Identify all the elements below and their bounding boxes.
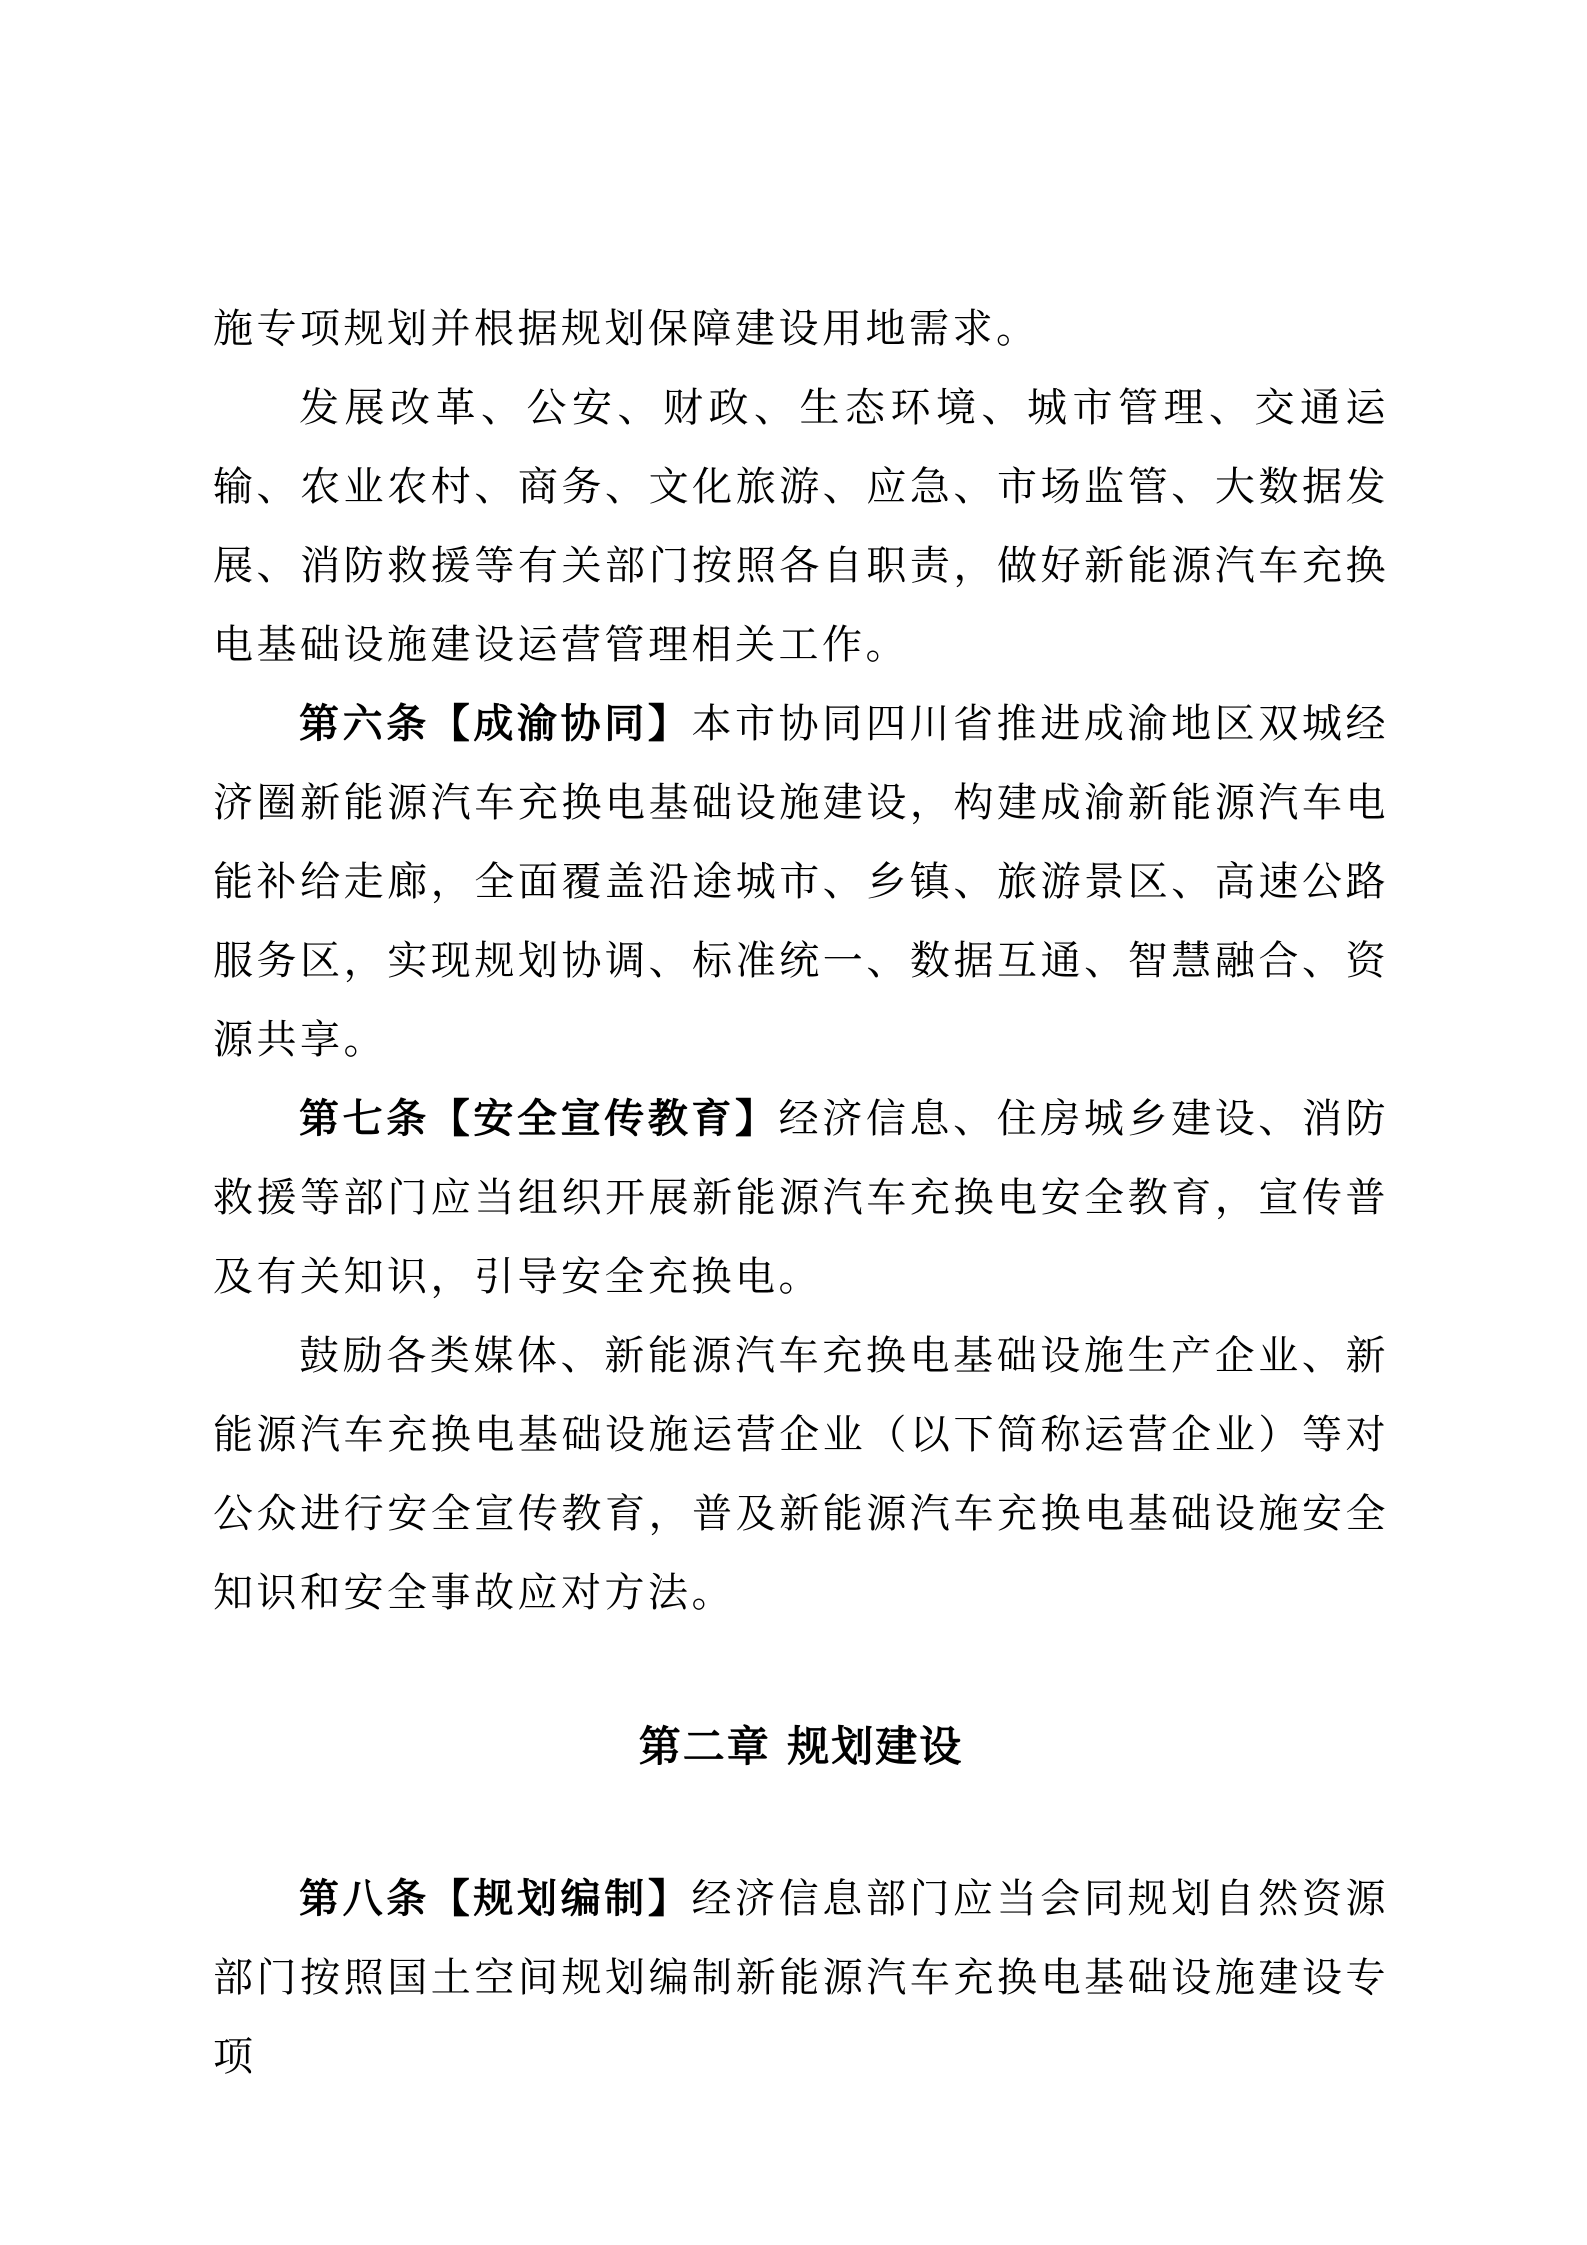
document-body xyxy=(213,290,1389,2097)
article-8-heading: 第八条【规划编制】 xyxy=(299,1876,692,1922)
paragraph-continued-text xyxy=(213,290,1389,369)
article-6-text: 本市协同四川省推进成渝地区双城经济圈新能源汽车充换电基础设施建设，构建成渝新能源汽车电能补给走廊，全面覆盖沿途城市、乡镇、旅游景区、高速公路服务区，实现规划协调、标准统一、数据互通、智慧融合、资源共享。 xyxy=(213,701,1389,1063)
paragraph-media-encouragement xyxy=(213,1317,1389,1633)
article-6-paragraph xyxy=(213,685,1389,1080)
paragraph-text: 施专项规划并根据规划保障建设用地需求。 xyxy=(213,306,1040,352)
chapter-title: 第二章 规划建设 xyxy=(638,1722,964,1771)
article-7-paragraph xyxy=(213,1080,1389,1317)
paragraph-departments-duties xyxy=(213,369,1389,685)
article-7-text: 经济信息、住房城乡建设、消防救援等部门应当组织开展新能源汽车充换电安全教育，宣传普及有关知识，引导安全充换电。 xyxy=(213,1096,1390,1300)
article-8-paragraph xyxy=(213,1860,1389,2097)
article-7-heading: 第七条【安全宣传教育】 xyxy=(299,1096,779,1142)
article-8-text: 经济信息部门应当会同规划自然资源部门按照国土空间规划编制新能源汽车充换电基础设施建设专项 xyxy=(213,1876,1389,2080)
article-6-heading: 第六条【成渝协同】 xyxy=(299,701,692,747)
paragraph-text: 鼓励各类媒体、新能源汽车充换电基础设施生产企业、新能源汽车充换电基础设施运营企业（以下简称运营企业）等对公众进行安全宣传教育，普及新能源汽车充换电基础设施安全知识和安全事故应对方法。 xyxy=(213,1333,1389,1616)
paragraph-text: 发展改革、公安、财政、生态环境、城市管理、交通运输、农业农村、商务、文化旅游、应急、市场监管、大数据发展、消防救援等有关部门按照各自职责，做好新能源汽车充换电基础设施建设运营管理相关工作。 xyxy=(213,385,1389,668)
